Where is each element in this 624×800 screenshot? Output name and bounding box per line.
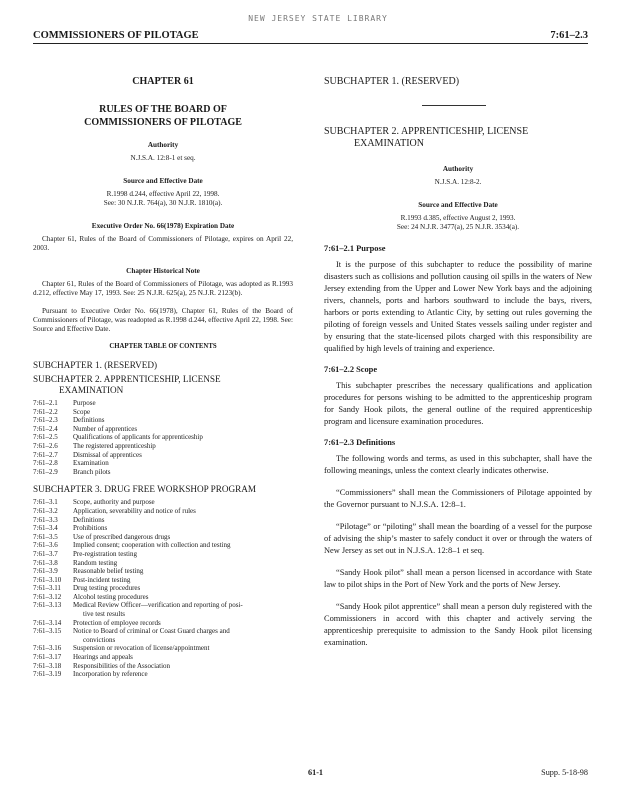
toc-item[interactable]: [33, 468, 293, 477]
subchapter-1-heading: SUBCHAPTER 1. (RESERVED): [324, 76, 460, 87]
toc-item[interactable]: [33, 619, 293, 628]
toc-item-title-text: Suspension or revocation of license/appointment: [73, 644, 210, 653]
toc-item-number: 7:61–2.4: [33, 424, 58, 433]
toc-item-title-text: Medical Review Officer—verification and reporting of posi-: [73, 601, 243, 610]
toc-item-title-text: Examination: [73, 459, 109, 468]
toc-item[interactable]: [33, 533, 293, 542]
toc-item[interactable]: [33, 644, 293, 653]
toc-list-subchapter-2: [33, 399, 293, 476]
toc-item-title-continuation: tive test results: [83, 610, 125, 619]
authority-heading: Authority: [442, 164, 474, 173]
toc-item-title: [73, 644, 293, 653]
chapter-number: CHAPTER 61: [132, 76, 194, 87]
source-text: [33, 190, 293, 208]
toc-item[interactable]: [33, 653, 293, 662]
toc-item-title: [73, 507, 293, 516]
toc-item-title-text: Hearings and appeals: [73, 653, 133, 662]
toc-item-title: [73, 468, 293, 477]
authority-text: N.J.S.A. 12:8-1 et seq.: [130, 154, 196, 162]
source-line: R.1993 d.385, effective August 2, 1993.: [400, 213, 516, 222]
toc-item-title: [73, 533, 293, 542]
toc-item-number: 7:61–3.5: [33, 532, 58, 541]
toc-item-title: [73, 550, 293, 559]
toc-item-number: 7:61–3.15: [33, 627, 62, 636]
toc-item-number: 7:61–3.8: [33, 558, 58, 567]
toc-item-number: 7:61–3.18: [33, 661, 62, 670]
toc-item-title: [73, 416, 293, 425]
definition-sandy-hook-pilot-apprentice: “Sandy Hook pilot apprentice” shall mean a person duly registered with the Commissioners in accord with this chapter and actively serving the apprenticeship prerequisite to admission to the Sandy Hook pilot licensing examination.: [324, 601, 592, 647]
toc-item-title: [73, 559, 293, 568]
source-line: See: 24 N.J.R. 3477(a), 25 N.J.R. 3534(a).: [396, 222, 520, 231]
toc-item-title-text: Random testing: [73, 558, 118, 567]
toc-item[interactable]: [33, 451, 293, 460]
toc-item-number: 7:61–3.3: [33, 515, 58, 524]
toc-item-title-text: Definitions: [73, 416, 105, 425]
toc-item-title: [73, 653, 293, 662]
toc-item[interactable]: [33, 541, 293, 550]
section-2-3-heading: 7:61–2.3 Definitions: [324, 437, 396, 447]
toc-item-number: 7:61–3.13: [33, 601, 62, 610]
toc-item-number: 7:61–2.9: [33, 467, 58, 476]
definition-commissioners: “Commissioners” shall mean the Commissioners of Pilotage appointed by the Governor pursuant to N.J.S.A. 12:8–1.: [324, 487, 592, 509]
history-paragraph: Pursuant to Executive Order No. 66(1978), Chapter 61, Rules of the Board of Commissioners of Pilotage, was readopted as R.1998 d.244, effective April 22, 1998. See: Source and Effective Date.: [33, 307, 293, 333]
toc-item-title-text: Notice to Board of criminal or Coast Guard charges and: [73, 627, 230, 636]
toc-item-title-text: Incorporation by reference: [73, 670, 148, 679]
toc-item-title: [73, 541, 293, 550]
toc-item-title-text: Branch pilots: [73, 467, 111, 476]
toc-item[interactable]: [33, 459, 293, 468]
toc-subchapter-3[interactable]: SUBCHAPTER 3. DRUG FREE WORKSHOP PROGRAM: [33, 484, 257, 495]
divider: [422, 105, 486, 106]
toc-item-title: [73, 516, 293, 525]
toc-item-number: 7:61–3.6: [33, 541, 58, 550]
toc-item-title-text: Definitions: [73, 515, 105, 524]
toc-item-title: [73, 576, 293, 585]
eo-text: Chapter 61, Rules of the Board of Commissioners of Pilotage, expires on April 22, 2003.: [33, 235, 293, 252]
toc-item-title-text: The registered apprenticeship: [73, 441, 156, 450]
toc-item-title: [73, 442, 293, 451]
toc-item[interactable]: [33, 550, 293, 559]
section-2-1-heading: 7:61–2.1 Purpose: [324, 243, 386, 253]
toc-item-title: [73, 593, 293, 602]
subchapter-2-line2: EXAMINATION: [354, 138, 424, 149]
toc-item-title: [73, 524, 293, 533]
toc-item-title: [73, 627, 293, 644]
toc-item-number: 7:61–3.11: [33, 584, 61, 593]
toc-item[interactable]: [33, 442, 293, 451]
history-heading: Chapter Historical Note: [126, 267, 200, 275]
source-heading: Source and Effective Date: [123, 177, 203, 185]
authority-text: N.J.S.A. 12:8-2.: [434, 177, 482, 186]
toc-item[interactable]: [33, 627, 293, 644]
toc-item-number: 7:61–2.3: [33, 416, 58, 425]
toc-item-number: 7:61–3.7: [33, 549, 58, 558]
toc-item[interactable]: [33, 524, 293, 533]
toc-item-title-text: Scope: [73, 407, 91, 416]
toc-item-number: 7:61–2.1: [33, 399, 58, 407]
toc-item-title-text: Qualifications of applicants for apprenticeship: [73, 433, 203, 442]
toc-item[interactable]: [33, 593, 293, 602]
toc-heading: CHAPTER TABLE OF CONTENTS: [109, 343, 217, 350]
left-column: [33, 76, 293, 687]
toc-item-title: [73, 408, 293, 417]
toc-item[interactable]: [33, 399, 293, 408]
toc-item[interactable]: [33, 576, 293, 585]
toc-item-number: 7:61–3.10: [33, 575, 62, 584]
toc-item-title: [73, 425, 293, 434]
header-section: 7:61–2.3: [550, 30, 588, 41]
toc-item-title-text: Alcohol testing procedures: [73, 592, 149, 601]
toc-item-title-text: Responsibilities of the Association: [73, 661, 171, 670]
subchapter-2-line1: SUBCHAPTER 2. APPRENTICESHIP, LICENSE: [324, 125, 529, 137]
toc-item[interactable]: [33, 408, 293, 417]
toc-subchapter-2[interactable]: [33, 374, 293, 396]
toc-item[interactable]: [33, 670, 293, 679]
toc-item-title-text: Drug testing procedures: [73, 584, 141, 593]
toc-item-title: [73, 670, 293, 679]
toc-list-subchapter-3: [33, 498, 293, 678]
toc-item[interactable]: [33, 507, 293, 516]
toc-item-title-text: Dismissal of apprentices: [73, 450, 142, 459]
source-line: See: 30 N.J.R. 764(a), 30 N.J.R. 1810(a).: [103, 199, 223, 207]
toc-item-number: 7:61–3.14: [33, 618, 62, 627]
definition-sandy-hook-pilot: “Sandy Hook pilot” shall mean a person licensed in accordance with State law to pilot ships in the Port of New York and the ports of New Jersey.: [324, 567, 592, 589]
toc-item-number: 7:61–3.2: [33, 506, 58, 515]
toc-item-number: 7:61–3.17: [33, 653, 62, 662]
section-2-1-text: It is the purpose of this subchapter to reduce the possibility of marine disasters such as collisions and pollution causing oil spills in the waters of New Jersey extending from the Upper and Lower New York bays and the adjoining rivers, channels, ports and harbors southward to include the bays, rivers, harbors or ports extending to Atlantic City, by setting out rules governing the piloting of foreign vessels and United States vessels sailing under register and by ensuring that the state-licensed pilots charged with this responsibility are qualified by high levels of training and experience.: [324, 259, 592, 353]
subchapter-2-heading: [324, 126, 592, 151]
definition-pilotage: “Pilotage” or “piloting” shall mean the boarding of a vessel for the purpose of advising the ship’s master to safely conduct it over or through the waters of New Jersey as set out in N.J.S.A. 12:8–1 et seq.: [324, 521, 592, 555]
toc-item-title-text: Reasonable belief testing: [73, 567, 144, 576]
toc-item-title-text: Protection of employee records: [73, 618, 161, 627]
toc-item-title: [73, 584, 293, 593]
history-paragraph: Chapter 61, Rules of the Board of Commissioners of Pilotage, was adopted as R.1993 d.212, effective May 17, 1993. See: 25 N.J.R. 625(a), 25 N.J.R. 2123(b).: [33, 280, 293, 297]
toc-item-title-text: Scope, authority and purpose: [73, 498, 155, 507]
toc-item-title: [73, 399, 293, 408]
toc-subchapter-2-line2: EXAMINATION: [59, 385, 124, 395]
toc-item-title: [73, 619, 293, 628]
toc-item-title-text: Number of apprentices: [73, 424, 138, 433]
toc-item-title: [73, 459, 293, 468]
toc-item-number: 7:61–2.5: [33, 433, 58, 442]
toc-item-title-text: Prohibitions: [73, 524, 108, 533]
toc-item-title-text: Use of prescribed dangerous drugs: [73, 532, 171, 541]
toc-item-number: 7:61–3.4: [33, 524, 58, 533]
toc-item-title-continuation: convictions: [83, 635, 116, 644]
toc-subchapter-1[interactable]: SUBCHAPTER 1. (RESERVED): [33, 360, 158, 370]
toc-item[interactable]: [33, 516, 293, 525]
toc-item-title: [73, 567, 293, 576]
toc-item-number: 7:61–3.16: [33, 644, 62, 653]
toc-item[interactable]: [33, 662, 293, 671]
toc-item-number: 7:61–2.8: [33, 459, 58, 468]
header-title: COMMISSIONERS OF PILOTAGE: [33, 30, 199, 41]
toc-subchapter-2-line1: SUBCHAPTER 2. APPRENTICESHIP, LICENSE: [33, 374, 221, 384]
library-stamp: NEW JERSEY STATE LIBRARY: [248, 14, 388, 23]
toc-item[interactable]: [33, 498, 293, 507]
toc-item-title: [73, 433, 293, 442]
toc-item-number: 7:61–3.9: [33, 567, 58, 576]
toc-item[interactable]: [33, 601, 293, 618]
toc-item[interactable]: [33, 425, 293, 434]
toc-item-title-text: Implied consent; cooperation with collection and testing: [73, 541, 231, 550]
toc-item[interactable]: [33, 416, 293, 425]
toc-item[interactable]: [33, 567, 293, 576]
toc-item-title: [73, 601, 293, 618]
toc-item-title-text: Pre-registration testing: [73, 549, 137, 558]
toc-item-title: [73, 498, 293, 507]
toc-item-title-text: Purpose: [73, 399, 96, 407]
source-line: R.1998 d.244, effective April 22, 1998.: [106, 190, 220, 198]
section-2-3-intro: The following words and terms, as used in this subchapter, shall have the following meanings, unless the context clearly indicates otherwise.: [324, 453, 592, 475]
section-2-2-text: This subchapter prescribes the necessary qualifications and application procedures for persons wishing to be admitted to the apprenticeship program for Sandy Hook pilots, the general outline of the required apprenticeship program and licensure examination procedures.: [324, 380, 592, 426]
source-text: [324, 214, 592, 232]
supplement-date: Supp. 5-18-98: [541, 768, 588, 777]
toc-item-number: 7:61–3.1: [33, 498, 58, 507]
toc-item-number: 7:61–3.12: [33, 592, 62, 601]
chapter-title: RULES OF THE BOARD OF COMMISSIONERS OF PILOTAGE: [84, 104, 242, 128]
toc-item-number: 7:61–2.2: [33, 407, 58, 416]
toc-item-title: [73, 451, 293, 460]
toc-item[interactable]: [33, 559, 293, 568]
toc-item[interactable]: [33, 433, 293, 442]
authority-heading: Authority: [147, 141, 179, 149]
right-column: [324, 76, 592, 659]
toc-item[interactable]: [33, 584, 293, 593]
toc-item-number: 7:61–2.7: [33, 450, 58, 459]
toc-item-title-text: Application, severability and notice of rules: [73, 506, 196, 515]
toc-item-title: [73, 662, 293, 671]
source-heading: Source and Effective Date: [418, 200, 498, 209]
toc-item-number: 7:61–2.6: [33, 441, 58, 450]
page-number: 61-1: [308, 768, 324, 777]
eo-heading: Executive Order No. 66(1978) Expiration Date: [91, 222, 235, 230]
toc-item-number: 7:61–3.19: [33, 670, 62, 679]
toc-item-title-text: Post-incident testing: [73, 575, 131, 584]
section-2-2-heading: 7:61–2.2 Scope: [324, 364, 378, 374]
running-header: [33, 30, 588, 44]
